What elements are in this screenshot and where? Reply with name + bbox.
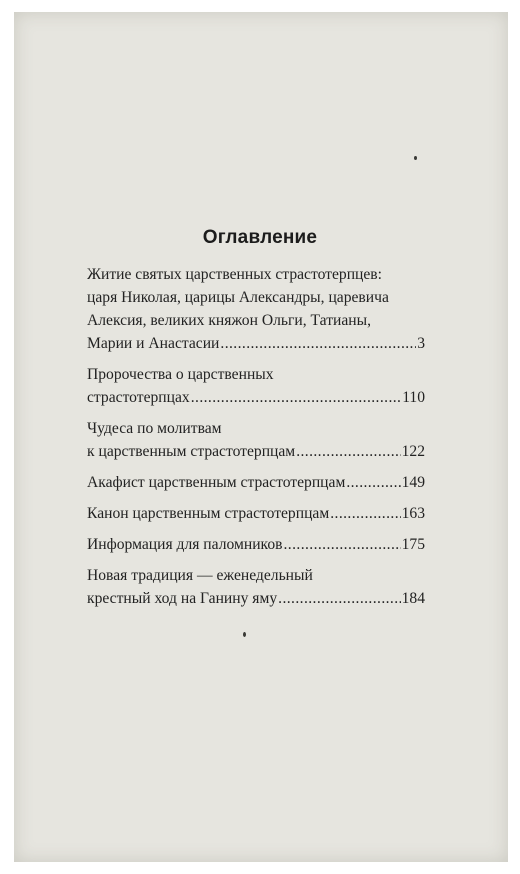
toc-entry-text: Канон царственным страстотерпцам	[87, 505, 330, 522]
toc-entry-line: Житие святых царственных страстотерпцев:	[87, 266, 382, 283]
dot-leader	[284, 533, 401, 556]
toc-entry-last-line	[87, 587, 425, 610]
toc-page-number: 175	[401, 536, 425, 553]
toc-entry-text: Информация для паломников	[87, 536, 283, 553]
toc-page-number: 122	[401, 443, 425, 460]
toc-entry	[87, 564, 425, 610]
toc-page-number: 149	[401, 474, 425, 491]
toc-entry	[87, 363, 425, 409]
toc-title: Оглавление	[202, 227, 318, 248]
toc-entry-text: Акафист царственным страстотерпцам	[87, 474, 346, 491]
toc-entry	[87, 533, 425, 556]
toc-entry-line: Новая традиция — еженедельный	[87, 567, 313, 584]
toc-entry-text: к царственным страстотерпцам	[87, 443, 296, 460]
toc-entry	[87, 502, 425, 525]
toc-entry	[87, 417, 425, 463]
toc-entry-last-line	[87, 533, 425, 556]
toc-entry-last-line	[87, 440, 425, 463]
dot-leader	[278, 587, 400, 610]
toc-page-number: 3	[417, 335, 425, 352]
toc-entry-text: Марии и Анастасии	[87, 335, 220, 352]
toc-entry-line: царя Николая, царицы Александры, царевича	[87, 289, 389, 306]
dot-leader	[191, 386, 401, 409]
toc-page-number: 184	[401, 590, 425, 607]
toc-entry-line: Пророчества о царственных	[87, 366, 274, 383]
toc-entry-last-line	[87, 386, 425, 409]
toc-entry-text: крестный ход на Ганину яму	[87, 590, 278, 607]
toc-entry-line: Чудеса по молитвам	[87, 420, 222, 437]
toc-entry-last-line	[87, 332, 425, 355]
toc-entry-last-line	[87, 502, 425, 525]
dot-leader	[220, 332, 416, 355]
dot-leader	[346, 471, 400, 494]
toc-entry-last-line	[87, 471, 425, 494]
toc-page-number: 163	[401, 505, 425, 522]
table-of-contents	[87, 263, 425, 618]
dot-leader	[296, 440, 400, 463]
toc-entry	[87, 263, 425, 355]
print-speck	[243, 632, 246, 637]
toc-entry	[87, 471, 425, 494]
toc-entry-line: Алексия, великих княжон Ольги, Татианы,	[87, 312, 371, 329]
toc-page-number: 110	[402, 389, 425, 406]
toc-entry-text: страстотерпцах	[87, 389, 190, 406]
print-speck	[414, 156, 417, 160]
dot-leader	[330, 502, 400, 525]
